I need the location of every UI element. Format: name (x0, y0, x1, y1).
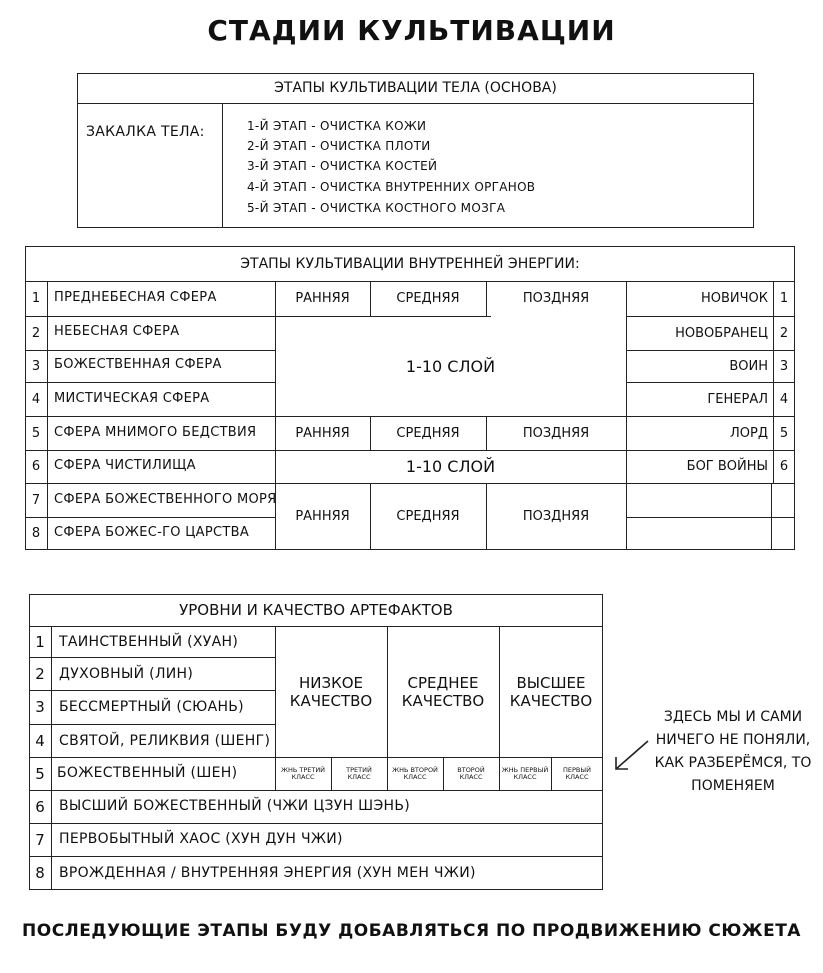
class-line: ПЕРВЫЙ (563, 765, 591, 774)
artifact-level-name: ТАИНСТВЕННЫЙ (ХУАН) (59, 634, 239, 650)
quality-low-label: КАЧЕСТВО (289, 691, 373, 710)
artifact-level-name: ПЕРВОБЫТНЫЙ ХАОС (ХУН ДУН ЧЖИ) (59, 831, 343, 847)
quality-low-word: НИЗКОЕ (298, 673, 364, 692)
quality-high (499, 626, 603, 757)
row-number: 8 (35, 864, 45, 882)
row-number: 7 (31, 492, 41, 508)
sphere-name: ПРЕДНЕБЕСНАЯ СФЕРА (54, 290, 217, 305)
divider (25, 382, 275, 383)
row-number: 5 (35, 764, 45, 783)
body-stage-4: 4-Й ЭТАП - ОЧИСТКА ВНУТРЕННИХ ОРГАНОВ (247, 180, 536, 194)
class-line: ВТОРОЙ (457, 765, 485, 774)
class-line: ТРЕТИЙ (346, 765, 372, 774)
rank-label: НОВИЧОК (700, 291, 768, 306)
sphere-name: БОЖЕСТВЕННАЯ СФЕРА (54, 357, 222, 372)
rank-label: НОВОБРАНЕЦ (675, 325, 768, 341)
row-number: 6 (31, 459, 41, 474)
class-cell (551, 757, 603, 790)
divider (47, 281, 48, 550)
phase-middle: СРЕДНЯЯ (396, 291, 460, 306)
class-line: КЛАСС (403, 772, 427, 781)
rank-number: 2 (779, 325, 789, 341)
class-line: ЖНЬ ВТОРОЙ (392, 765, 438, 774)
divider (25, 350, 275, 351)
sphere-name: НЕБЕСНАЯ СФЕРА (54, 324, 180, 339)
phase-middle: СРЕДНЯЯ (396, 509, 460, 524)
divider (25, 517, 275, 518)
phase-late: ПОЗДНЯЯ (522, 425, 590, 441)
rank-number: 1 (779, 291, 789, 306)
artifact-level-name: СВЯТОЙ, РЕЛИКВИЯ (ШЕНГ) (59, 733, 271, 749)
body-stage-2: 2-Й ЭТАП - ОЧИСТКА ПЛОТИ (247, 139, 431, 153)
phase-early: РАННЯЯ (295, 509, 350, 524)
class-line: КЛАСС (565, 772, 589, 781)
rank-number: 5 (779, 425, 789, 441)
arrow-icon (610, 738, 652, 774)
body-stage-3: 3-Й ЭТАП - ОЧИСТКА КОСТЕЙ (247, 159, 438, 173)
sphere-name: СФЕРА МНИМОГО БЕДСТВИЯ (54, 425, 257, 440)
divider (29, 690, 275, 691)
class-cell (387, 757, 443, 790)
sphere-name: СФЕРА ЧИСТИЛИЩА (54, 458, 196, 473)
note-line: ПОМЕНЯЕМ (691, 778, 775, 794)
rank-number: 4 (779, 391, 789, 407)
row-number: 4 (31, 391, 41, 407)
class-cell (331, 757, 387, 790)
divider (51, 626, 52, 890)
artifact-level-name: БЕССМЕРТНЫЙ (СЮАНЬ) (59, 699, 244, 715)
footer-note: ПОСЛЕДУЮЩИЕ ЭТАПЫ БУДУ ДОБАВЛЯТЬСЯ ПО ПРОДВИЖЕНИЮ СЮЖЕТА (22, 921, 801, 941)
phase-early: РАННЯЯ (295, 425, 350, 441)
body-stage-5: 5-Й ЭТАП - ОЧИСТКА КОСТНОГО МОЗГА (247, 201, 506, 215)
side-note (648, 706, 818, 798)
row-number: 5 (31, 425, 41, 441)
quality-high-word: ВЫСШЕЕ (516, 673, 586, 692)
row-number: 3 (31, 358, 41, 374)
class-line: КЛАСС (291, 772, 315, 781)
rank-number: 6 (779, 459, 789, 474)
row-number: 6 (35, 797, 45, 816)
divider (77, 103, 754, 104)
class-line: КЛАСС (347, 772, 371, 781)
artifact-level-name: ДУХОВНЫЙ (ЛИН) (59, 666, 194, 682)
phase-early: РАННЯЯ (295, 291, 350, 306)
row-number: 7 (35, 830, 45, 849)
phase-late: ПОЗДНЯЯ (522, 509, 590, 524)
rank-label: БОГ ВОЙНЫ (686, 459, 768, 474)
row-number: 2 (35, 664, 45, 683)
sphere-name: СФЕРА БОЖЕСТВЕННОГО МОРЯ (54, 492, 277, 507)
class-line: КЛАСС (459, 772, 483, 781)
class-line: КЛАСС (513, 772, 537, 781)
row-number: 1 (35, 632, 45, 651)
divider (29, 657, 275, 658)
rank-label: ВОИН (729, 358, 768, 374)
rank-number: 3 (779, 358, 789, 374)
divider (29, 790, 603, 791)
quality-mid-word: СРЕДНЕЕ (407, 673, 479, 692)
row-number: 3 (35, 698, 45, 716)
rank-label: ЛОРД (729, 425, 768, 441)
row-number: 2 (31, 325, 41, 341)
artifact-level-name: ВРОЖДЕННАЯ / ВНУТРЕННЯЯ ЭНЕРГИЯ (ХУН МЕН ЧЖИ) (59, 865, 476, 881)
body-table-header: ЭТАПЫ КУЛЬТИВАЦИИ ТЕЛА (ОСНОВА) (274, 80, 557, 96)
layers-cell: 1-10 СЛОЙ (405, 457, 496, 476)
class-cell (275, 757, 331, 790)
quality-high-label: КАЧЕСТВО (509, 691, 593, 710)
phase-late: ПОЗДНЯЯ (522, 291, 590, 306)
class-cell (443, 757, 499, 790)
note-line: КАК РАЗБЕРЁМСЯ, ТО (654, 755, 812, 771)
phase-middle: СРЕДНЯЯ (396, 425, 460, 441)
divider (29, 856, 603, 857)
divider (29, 724, 275, 725)
artifact-level-name: ВЫСШИЙ БОЖЕСТВЕННЫЙ (ЧЖИ ЦЗУН ШЭНЬ) (59, 798, 411, 814)
class-cell (499, 757, 551, 790)
artifact-level-name: БОЖЕСТВЕННЫЙ (ШЕН) (57, 765, 238, 781)
class-line: ЖНЬ ТРЕТИЙ (280, 765, 326, 774)
sphere-name: МИСТИЧЕСКАЯ СФЕРА (54, 391, 210, 406)
divider (626, 517, 795, 518)
sphere-name: СФЕРА БОЖЕС-ГО ЦАРСТВА (54, 525, 250, 540)
page-title: СТАДИИ КУЛЬТИВАЦИИ (207, 14, 616, 47)
divider (29, 823, 603, 824)
body-stage-1: 1-Й ЭТАП - ОЧИСТКА КОЖИ (247, 119, 427, 133)
rank-label: ГЕНЕРАЛ (707, 391, 768, 407)
divider (771, 483, 772, 550)
artifact-table-header: УРОВНИ И КАЧЕСТВО АРТЕФАКТОВ (179, 601, 453, 619)
note-line: ЗДЕСЬ МЫ И САМИ (663, 709, 803, 725)
row-number: 1 (31, 291, 41, 306)
class-line: ЖНЬ ПЕРВЫЙ (501, 765, 549, 774)
divider (222, 103, 223, 228)
energy-table-header: ЭТАПЫ КУЛЬТИВАЦИИ ВНУТРЕННЕЙ ЭНЕРГИИ: (240, 255, 580, 272)
row-number: 4 (35, 731, 45, 750)
layers-cell: 1-10 СЛОЙ (405, 356, 496, 376)
quality-mid (387, 626, 499, 757)
body-table-label: ЗАКАЛКА ТЕЛА: (86, 124, 205, 140)
row-number: 8 (31, 526, 41, 541)
quality-mid-label: КАЧЕСТВО (401, 691, 485, 710)
quality-low (275, 626, 387, 757)
note-line: НИЧЕГО НЕ ПОНЯЛИ, (655, 732, 811, 748)
